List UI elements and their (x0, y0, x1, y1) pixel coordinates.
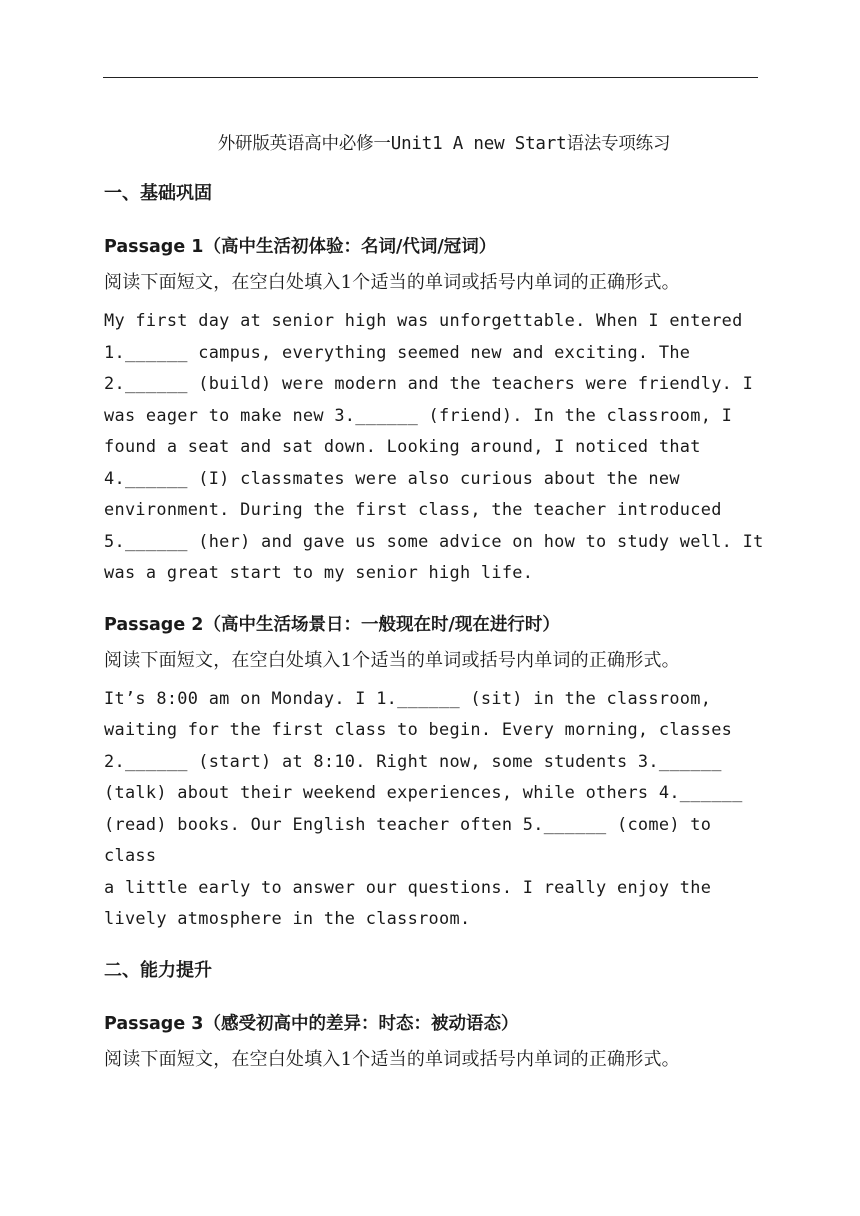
passage-text: My first day at senior high was unforgettable. When I entered 1.______ campus, everything seemed new and exciting. The 2.______ (build) were modern and the teachers were friendly. I was eager to make new 3.______ (friend). In the classroom, I found a seat and sat down. Looking around, I noticed that 4.______ (I) classmates were also curious about the new environment. During the first class, the teacher introduced 5.______ (her) and gave us some advice on how to study well. It was a great start to my senior high life. (104, 310, 764, 582)
document-title: 外研版英语高中必修一Unit1 A new Start语法专项练习 (217, 134, 671, 154)
passage-heading: Passage 1（高中生活初体验：名词/代词/冠词） (104, 237, 497, 257)
passage-3 (104, 1010, 764, 1074)
passage-instruction: 阅读下面短文，在空白处填入1个适当的单词或括号内单词的正确形式。 (104, 272, 680, 293)
passage-1 (104, 233, 764, 589)
section-heading-basic: 一、基础巩固 (104, 183, 212, 204)
passage-2 (104, 611, 764, 935)
passage-instruction: 阅读下面短文，在空白处填入1个适当的单词或括号内单词的正确形式。 (104, 649, 680, 671)
passage-instruction: 阅读下面短文，在空白处填入1个适当的单词或括号内单词的正确形式。 (104, 1048, 680, 1070)
passage-heading: Passage 2（高中生活场景日：一般现在时/现在进行时） (104, 614, 560, 635)
passage-text: It’s 8:00 am on Monday. I 1.______ (sit) in the classroom, waiting for the first class to begin. Every morning, classes 2.______ (start) at 8:10. Right now, some students 3.______ (talk) about their weekend experiences, while others 4.______ (read) books. Our English teacher often 5.______ (come) to class a little early to answer our questions. I really enjoy the lively atmosphere in the classroom. (104, 687, 743, 928)
document-body (104, 130, 764, 1082)
header-rule (103, 77, 758, 78)
passage-heading: Passage 3（感受初高中的差异：时态：被动语态） (104, 1013, 519, 1034)
section-heading-advanced: 二、能力提升 (104, 959, 212, 981)
